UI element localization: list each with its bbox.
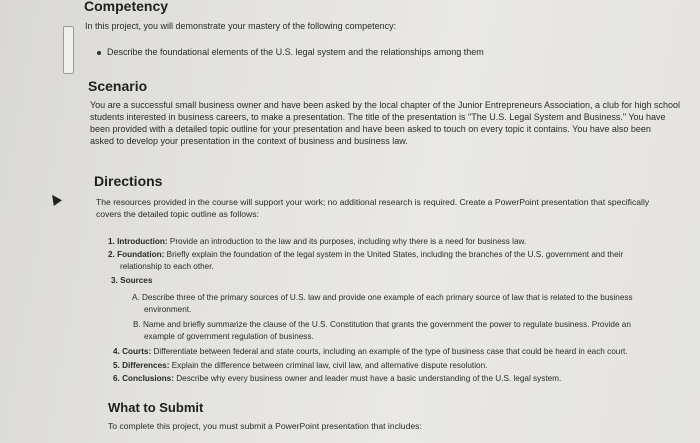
mouse-pointer-icon (48, 192, 62, 206)
list-item: 3. Sources (111, 276, 153, 285)
list-item: 2. Foundation: Briefly explain the foundation of the legal system in the United States, including the branches of the U.S. government and their (108, 250, 624, 259)
competency-intro: In this project, you will demonstrate your mastery of the following competency: (85, 21, 397, 31)
bullet-icon (97, 51, 101, 55)
list-item: A. Describe three of the primary sources of U.S. law and provide one example of each primary source of law that is related to the business (132, 293, 633, 302)
list-item: B. Name and briefly summarize the clause of the U.S. Constitution that grants the government the power to regulate business. Provide an (133, 320, 631, 329)
submit-intro: To complete this project, you must submit a PowerPoint presentation that includes: (108, 421, 422, 431)
list-item: example of government regulation of business. (144, 332, 314, 341)
scenario-line: You are a successful small business owner and have been asked by the local chapter of the Junior Entrepreneurs Association, a club for high school (90, 100, 681, 110)
competency-heading: Competency (84, 0, 169, 14)
list-item: 6. Conclusions: Describe why every business owner and leader must have a basic understanding of the U.S. legal system. (113, 374, 562, 383)
scenario-heading: Scenario (88, 78, 148, 94)
scenario-line: been provided with a detailed topic outline for your presentation and have been asked to touch on every topic it contains. You have also been (90, 124, 651, 134)
scenario-line: asked to develop your presentation in the context of business and business law. (90, 136, 408, 146)
list-item: 5. Differences: Explain the difference between criminal law, civil law, and alternative dispute resolution. (113, 361, 488, 370)
list-item: relationship to each other. (120, 262, 214, 271)
directions-line: covers the detailed topic outline as follows: (96, 209, 259, 219)
scenario-line: students interested in business careers, to make a presentation. The title of the presentation is "The U.S. Legal System and Business." You have (90, 112, 666, 122)
list-item: 1. Introduction: Provide an introduction to the law and its purposes, including why there is a need for business law. (108, 237, 527, 246)
list-item: environment. (144, 305, 192, 314)
list-item: 4. Courts: Differentiate between federal and state courts, including an example of the type of business case that could be heard in each court. (113, 347, 628, 356)
scrollbar-thumb[interactable] (63, 26, 74, 74)
submit-heading: What to Submit (108, 400, 204, 415)
directions-heading: Directions (94, 173, 163, 189)
directions-line: The resources provided in the course will support your work; no additional research is required. Create a PowerPoint presentation that specifically (96, 197, 650, 207)
competency-bullet: Describe the foundational elements of the U.S. legal system and the relationships among them (107, 47, 484, 57)
